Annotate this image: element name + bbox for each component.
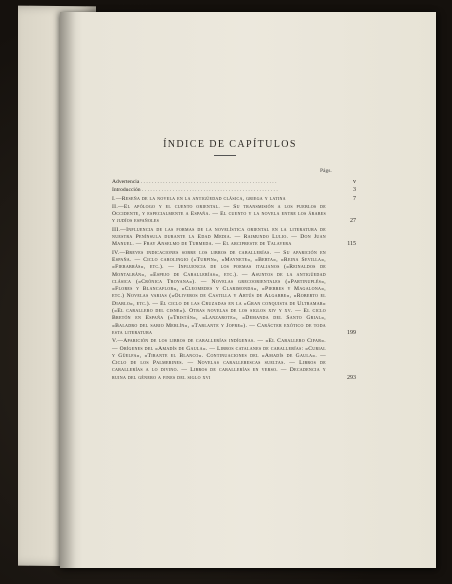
toc-entry-text: Advertencia (112, 179, 140, 185)
index-title: ÍNDICE DE CAPÍTULOS (163, 139, 297, 150)
toc-entry-page: 7 (353, 195, 356, 202)
toc-entry (112, 249, 356, 338)
toc-entry-text: Introducción (112, 187, 141, 194)
toc-entry-page: v (353, 179, 356, 185)
toc-entry-page: 293 (347, 374, 356, 381)
page-gutter-shadow (60, 12, 76, 568)
toc-entry-page: 3 (353, 187, 356, 194)
toc-entry-text: III.—Influencia de las formas de la novelística oriental en la literatura de nuestra Península durante la Edad Media. — Raimundo Lulio. — Don Juan Manuel. — Fray Anselmo de Turmeda. — El arcipreste de Talavera (112, 226, 326, 248)
toc-entry-page: 115 (347, 241, 356, 248)
toc-entry-text: II.—El apólogo y el cuento oriental. — Su transmisión a los pueblos de Occidente, y especialmente a España. — El cuento y la novela entre los árabes y judíos españoles (112, 203, 326, 225)
toc-entry: Introducción ................................................. 3 (112, 187, 356, 194)
toc-entry (112, 338, 356, 382)
table-of-contents (112, 179, 356, 383)
toc-entry (112, 195, 356, 203)
page-column-label: Págs. (320, 168, 332, 174)
toc-entry (112, 203, 356, 226)
toc-entry-text: I.—Reseña de la novela en la antigüedad clásica, griega y latina (112, 195, 286, 202)
toc-entry-page: 27 (350, 218, 356, 225)
toc-entry (112, 226, 356, 249)
toc-entry-text: V.—Aparición de los libros de caballerías indígenas. — «El Caballero Cifar». — Orígenes del «Amadís de Gaula». — Libros catalanes de caballerías: «Curial y Güelfa», «Tirante el Blanco». Continuaciones del «Amadís de Gaula». — Ciclo de los Palmerines. — Novelas caballerescas sueltas. — Libros de caballerías a lo divino. — Libros de caballerías en verso. — Decadencia y ruina del género a fines del siglo xvi (112, 338, 326, 381)
title-rule (214, 155, 236, 156)
toc-entry: Advertencia ................................................. v (112, 179, 356, 185)
toc-entry-text: IV.—Breves indicaciones sobre los libros de caballerías. — Su aparición en España. — Ciclo carolingio («Turpin», «Maynete», «Berta», «Reina Sevilla», «Fierabrás», etc.). — Influencia de los poemas italianos («Reinaldos de Montalbán», «Espejo de Caballerías», etc.). — Asuntos de la antigüedad clásica («Crónica Troyana»). — Novelas grecoorientales («Partinuplés», «Flores y Blancaflor», «Cleomedes y Clarimonda», «Pierres y Magalona», etc.) Novelas varias («Oliveros de Castilla y Artús de Algarbe», «Roberto el Diablo», etc.). — El ciclo de las Cruzadas en la «Gran conquista de Ultramar» («El caballero del cisne»). Otras novelas de los siglos xiv y xv. — El ciclo Bretón en España («Tristán», «Lanzarote», «Demanda del Santo Grial», «Baladro del sabio Merlín», «Tablante y Jofre»). — Carácter exótico de toda esta literatura (112, 249, 326, 336)
toc-entry-page: 199 (347, 329, 356, 336)
